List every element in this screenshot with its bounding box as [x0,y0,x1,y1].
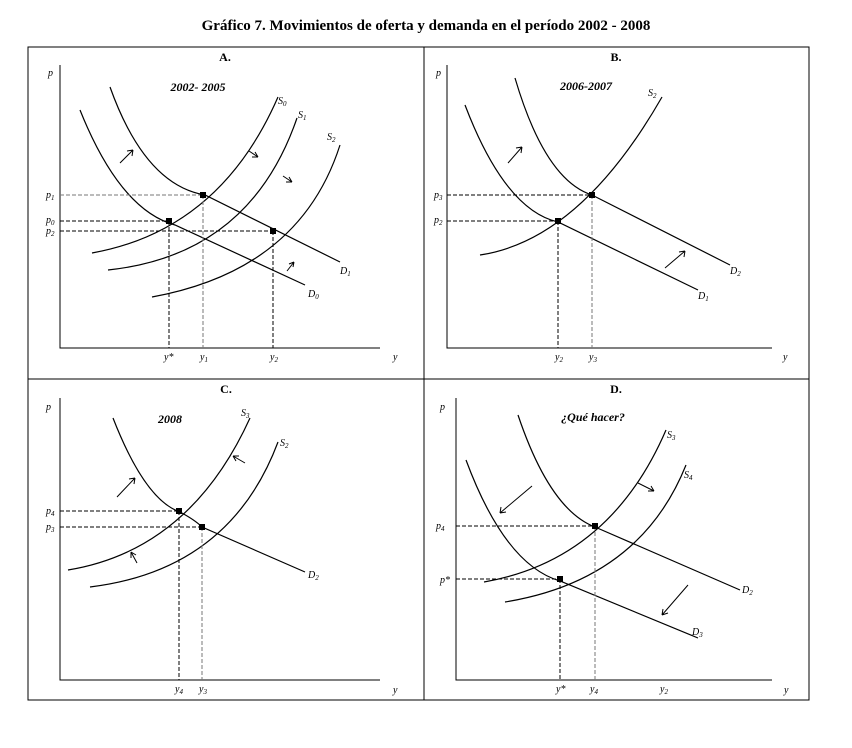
panel-b-label-p2: $p_2$ [434,215,443,227]
panel-d-x-axis-label: y [784,685,789,696]
panel-a-label-d1: $D_1$ [340,266,351,278]
panel-b-supply-s2 [480,97,662,255]
panel-d-supply-s3 [484,430,666,582]
panel-c-label-y3: $y_3$ [199,684,207,696]
panel-b-label-p3: $p_3$ [434,190,443,202]
panel-a-label-y2: $y_2$ [270,352,278,364]
panel-b-demand-d1 [465,105,698,290]
panel-d-y-axis-label: p [440,402,445,413]
panel-c-label-y4: $y_4$ [175,684,183,696]
panel-c-label-s2: $S_2$ [280,438,289,450]
panel-a-label-ystar: y* [164,352,174,363]
panel-b-subtitle: 2006-2007 [560,79,612,93]
panel-c-equilibrium-4 [176,508,182,514]
panel-a-arrow-icon [283,176,292,182]
panel-c-supply-s3 [68,418,250,570]
panel-c-arrow-icon [117,478,135,497]
panel-c-label-p4: $p_4$ [46,506,55,518]
panel-d-label-ystar: y* [556,684,566,695]
panel-a-arrow-icon [249,151,258,157]
panel-d-label-y4: $y_4$ [590,684,598,696]
panel-b-label-y3: $y_3$ [589,352,597,364]
panel-c-axes [60,398,380,680]
panel-d-label-p4: $p_4$ [436,521,445,533]
panel-d-label-d2: $D_2$ [742,585,753,597]
panel-b-y-axis-label: p [436,68,441,79]
panel-b-label-y2: $y_2$ [555,352,563,364]
panel-c-letter: C. [220,382,232,396]
panel-a-equilibrium-2 [270,228,276,234]
panel-b-arrow-icon [508,147,522,163]
panel-c [45,382,398,696]
panel-a-label-s1: $S_1$ [298,110,307,122]
figure-title: Gráfico 7. Movimientos de oferta y demanda en el período 2002 - 2008 [201,18,651,34]
panel-b [433,50,788,364]
panel-d-demand-d2 [518,415,740,590]
panel-a-equilibrium-1 [200,192,206,198]
panel-c-y-axis-label: p [46,402,51,413]
panel-b-arrow-icon [665,251,685,268]
panel-b-equilibrium-3 [589,192,595,198]
panel-b-demand-d2 [515,78,730,265]
panel-a-subtitle: 2002- 2005 [170,80,226,94]
panel-d-arrow-icon [638,483,654,491]
panel-b-label-s2: $S_2$ [648,88,657,100]
panel-c-x-axis-label: y [393,685,398,696]
panel-b-letter: B. [610,50,622,64]
panel-c-arrow-icon [233,456,245,463]
figure-frame [28,47,809,700]
panel-a-label-p0: $p_0$ [46,215,55,227]
panel-c-equilibrium-3 [199,524,205,530]
panel-d-label-s4: $S_4$ [684,470,693,482]
panel-b-axes [447,65,772,348]
panel-c-label-d2: $D_2$ [308,570,319,582]
panel-a-label-s0: $S_0$ [278,96,287,108]
panel-d-label-y2: $y_2$ [660,684,668,696]
panel-c-label-s3: $S_3$ [241,408,250,420]
panel-d-arrow-icon [662,585,688,615]
panel-b-label-d2: $D_2$ [730,266,741,278]
panel-b-equilibrium-2 [555,218,561,224]
panel-a-arrow-icon [287,262,294,271]
panel-d-equilibrium-star [557,576,563,582]
panel-d-arrow-icon [500,486,532,513]
panel-d-demand-d3 [466,460,698,638]
panel-a-y-axis-label: p [48,68,53,79]
panel-b-x-axis-label: y [783,352,788,363]
panel-a-letter: A. [219,50,231,64]
panel-b-label-d1: $D_1$ [698,291,709,303]
panel-a-arrow-icon [120,150,133,163]
panel-a-label-y1: $y_1$ [200,352,208,364]
panel-a-label-p1: $p_1$ [46,190,55,202]
panel-d-letter: D. [610,382,622,396]
panel-a-label-p2: $p_2$ [46,226,55,238]
panel-a-demand-d0 [80,110,305,285]
panel-d-axes [456,398,772,680]
panel-d-label-pstar: p* [440,575,450,586]
panel-d-label-s3: $S_3$ [667,430,676,442]
panel-c-arrow-icon [131,552,137,563]
panel-c-label-p3: $p_3$ [46,522,55,534]
panel-d-equilibrium-4 [592,523,598,529]
panel-a-equilibrium-0 [166,218,172,224]
panel-d-label-d3: $D_3$ [692,627,703,639]
panel-c-demand-d2 [113,418,305,572]
panel-d-subtitle: ¿Qué hacer? [561,410,625,424]
panel-d [435,382,789,696]
panel-a-label-s2: $S_2$ [327,132,336,144]
panel-a-supply-s2 [152,145,340,297]
panel-a [45,50,398,364]
panel-a-label-d0: $D_0$ [308,289,319,301]
panel-a-axes [60,65,380,348]
panel-a-x-axis-label: y [393,352,398,363]
panel-c-subtitle: 2008 [158,412,182,426]
